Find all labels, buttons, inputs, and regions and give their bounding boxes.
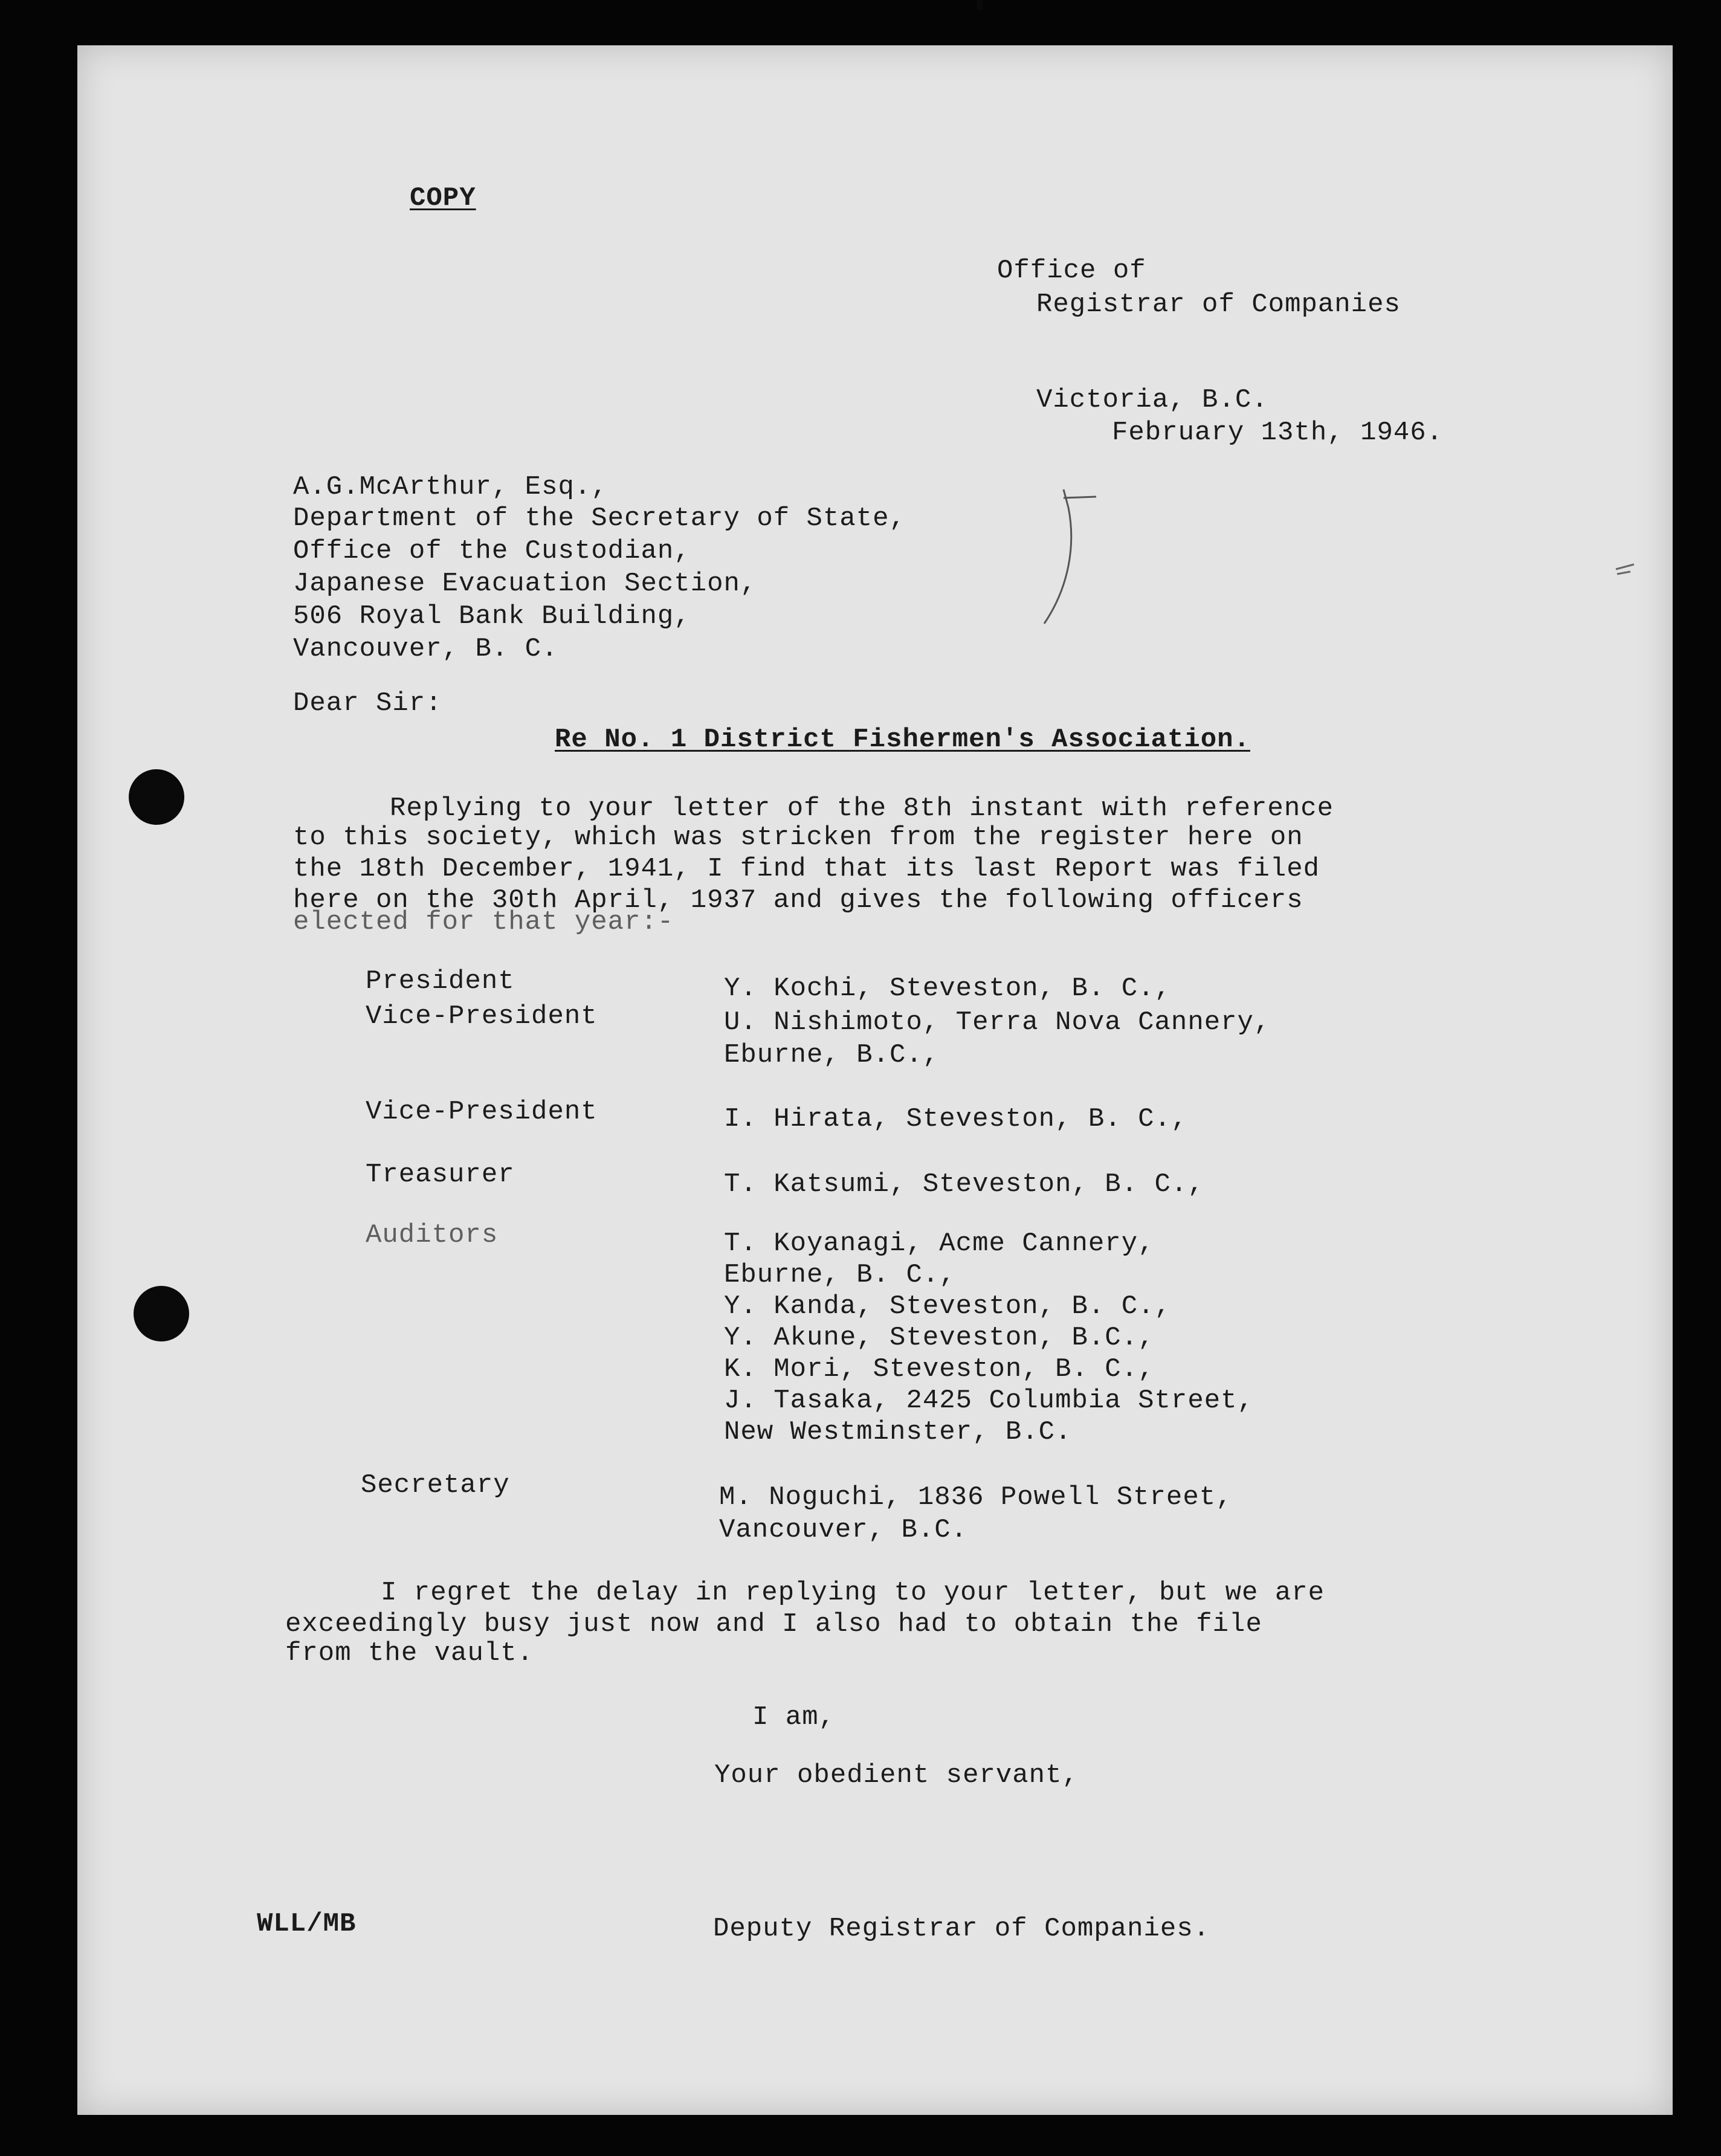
recipient-section: Japanese Evacuation Section, <box>293 569 757 599</box>
officer-name: Vancouver, B.C. <box>719 1515 968 1545</box>
subject-line: Re No. 1 District Fishermen's Association. <box>555 725 1250 755</box>
film-speck <box>977 0 983 10</box>
office-line-1: Office of <box>997 256 1146 286</box>
officer-name: K. Mori, Steveston, B. C., <box>724 1354 1155 1384</box>
salutation: Dear Sir: <box>293 688 442 718</box>
para1-line-1: Replying to your letter of the 8th instant with reference <box>390 793 1334 824</box>
officer-name: T. Katsumi, Steveston, B. C., <box>724 1169 1204 1199</box>
para1-line-5: elected for that year:- <box>293 907 674 937</box>
recipient-city: Vancouver, B. C. <box>293 634 558 664</box>
punch-hole-bottom <box>134 1286 189 1341</box>
para1-line-3: the 18th December, 1941, I find that its last Report was filed <box>293 854 1320 884</box>
document-page <box>77 45 1673 2115</box>
office-line-2: Registrar of Companies <box>1036 289 1401 320</box>
officer-name: Eburne, B.C., <box>724 1040 940 1070</box>
officer-name: Y. Akune, Steveston, B.C., <box>724 1323 1155 1353</box>
officer-role: Auditors <box>366 1220 499 1250</box>
recipient-dept: Department of the Secretary of State, <box>293 503 906 534</box>
officer-name: T. Koyanagi, Acme Cannery, <box>724 1228 1155 1259</box>
pen-tick <box>1613 561 1638 579</box>
officer-name: J. Tasaka, 2425 Columbia Street, <box>724 1386 1254 1416</box>
officer-name: I. Hirata, Steveston, B. C., <box>724 1104 1188 1134</box>
pen-mark <box>1039 483 1112 628</box>
recipient-name: A.G.McArthur, Esq., <box>293 472 608 502</box>
para2-line-2: exceedingly busy just now and I also had to obtain the file <box>285 1609 1262 1639</box>
letter-date: February 13th, 1946. <box>1112 418 1444 448</box>
officer-name: Y. Kochi, Steveston, B. C., <box>724 973 1171 1004</box>
para2-line-1: I regret the delay in replying to your letter, but we are <box>381 1578 1325 1608</box>
officer-role: Treasurer <box>366 1160 515 1190</box>
para2-line-3: from the vault. <box>285 1638 534 1668</box>
officer-name: New Westminster, B.C. <box>724 1417 1072 1447</box>
letter-place: Victoria, B.C. <box>1036 385 1268 415</box>
officer-name: Y. Kanda, Steveston, B. C., <box>724 1291 1171 1322</box>
officer-role: Secretary <box>361 1470 510 1500</box>
typist-initials: WLL/MB <box>257 1909 357 1939</box>
officer-name: M. Noguchi, 1836 Powell Street, <box>719 1482 1233 1512</box>
closing-servant: Your obedient servant, <box>714 1760 1079 1790</box>
officer-name: Eburne, B. C., <box>724 1260 956 1290</box>
officer-name: U. Nishimoto, Terra Nova Cannery, <box>724 1007 1271 1038</box>
copy-label: COPY <box>410 183 476 213</box>
para1-line-4: here on the 30th April, 1937 and gives the following officers <box>293 885 1303 915</box>
recipient-address: 506 Royal Bank Building, <box>293 601 691 631</box>
para1-line-2: to this society, which was stricken from the register here on <box>293 822 1303 853</box>
officer-role: Vice-President <box>366 1001 598 1031</box>
signature-title: Deputy Registrar of Companies. <box>713 1914 1210 1944</box>
closing-i-am: I am, <box>752 1702 836 1732</box>
officer-role: Vice-President <box>366 1097 598 1127</box>
punch-hole-top <box>129 769 184 825</box>
officer-role: President <box>366 966 515 996</box>
recipient-office: Office of the Custodian, <box>293 536 691 566</box>
